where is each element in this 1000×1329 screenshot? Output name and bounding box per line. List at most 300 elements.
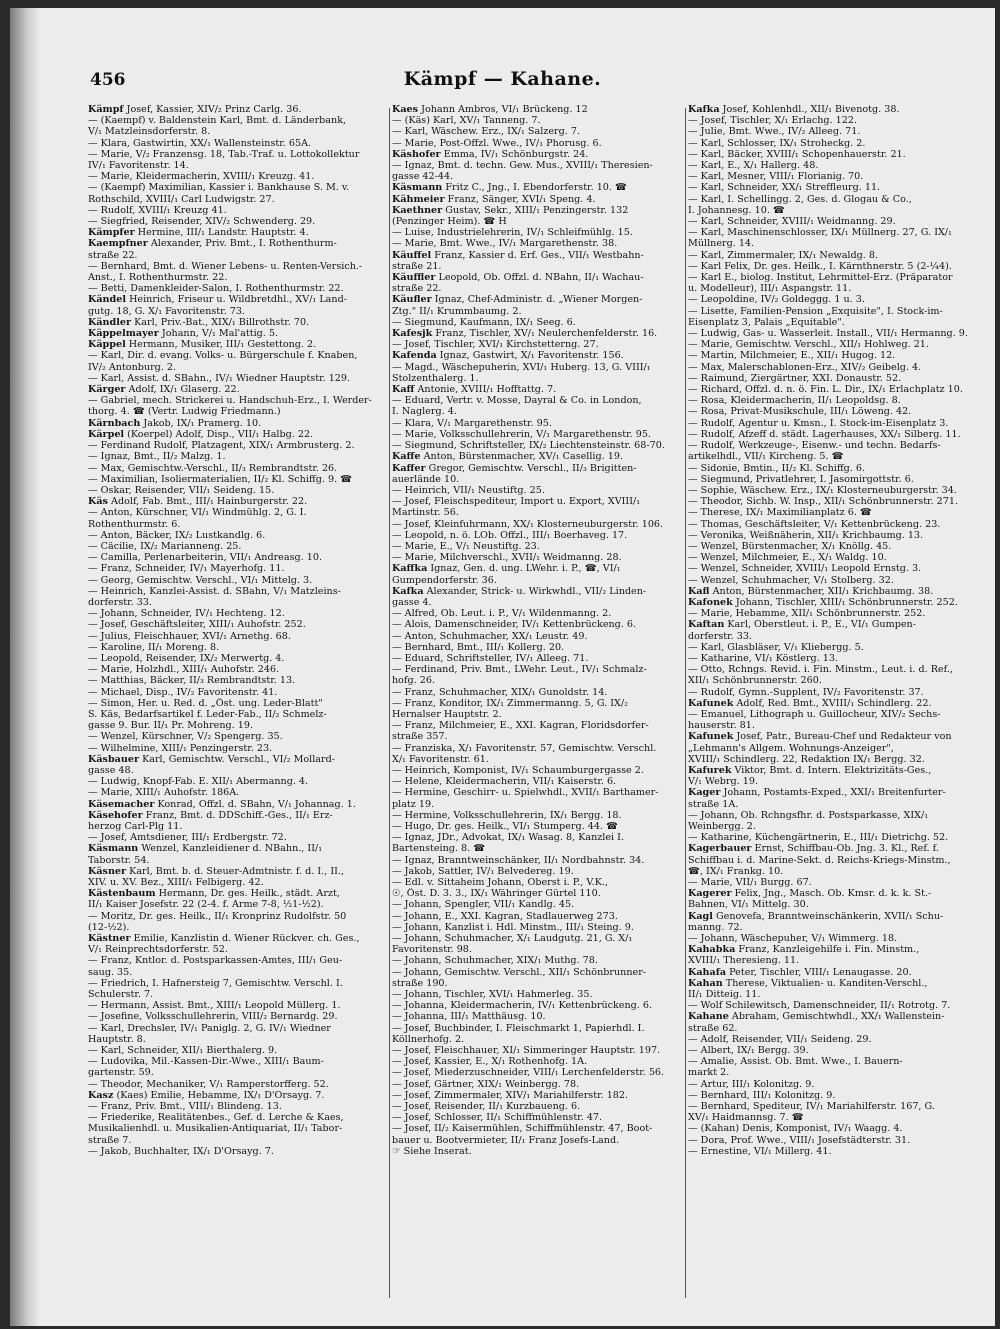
entry-surname: — bbox=[88, 451, 98, 463]
entry-surname: — bbox=[392, 697, 402, 709]
entry-surname: — bbox=[688, 540, 698, 552]
directory-entry bbox=[88, 675, 386, 686]
entry-surname: — bbox=[392, 238, 402, 250]
entry-text: Johann, Postamts-Exped., XXI/₁ Breitenfurter- bbox=[723, 787, 946, 799]
directory-entry bbox=[88, 765, 386, 776]
directory-entry bbox=[688, 1112, 984, 1123]
entry-text: Rosa, Privat-Musikschule, III/₁ Löweng. 42. bbox=[700, 406, 912, 418]
entry-surname: — bbox=[392, 787, 402, 799]
directory-entry bbox=[88, 261, 386, 272]
entry-surname: — bbox=[688, 272, 698, 284]
entry-text: straße 1A. bbox=[688, 798, 739, 810]
entry-text: Karl, I. Schellingg. 2, Ges. d. Glogau & Co., bbox=[700, 193, 912, 205]
directory-entry bbox=[392, 821, 682, 832]
directory-entry-head bbox=[688, 1011, 984, 1022]
directory-entry bbox=[88, 989, 386, 1000]
directory-entry bbox=[88, 1023, 386, 1034]
entry-text: Marie, VII/₁ Burgg. 67. bbox=[700, 877, 812, 889]
entry-text: Josef, Schlosser, II/₁ Schiffmühlenstr. 47. bbox=[404, 1112, 603, 1124]
entry-surname: — bbox=[688, 1123, 698, 1135]
entry-text: Veronika, Weißnäherin, XII/₁ Krichbaumg. 13. bbox=[700, 529, 924, 541]
entry-surname: — bbox=[688, 664, 698, 676]
entry-surname: — bbox=[88, 630, 98, 642]
directory-entry-head bbox=[688, 586, 984, 597]
entry-surname: — bbox=[88, 910, 98, 922]
entry-text: Johann Ambros, VI/₁ Brückeng. 12 bbox=[421, 104, 588, 115]
entry-surname: — bbox=[392, 854, 402, 866]
entry-surname: — bbox=[688, 574, 698, 586]
entry-text: Jakob, IX/₁ Pramerg. 10. bbox=[143, 417, 262, 429]
entry-surname: — bbox=[392, 989, 402, 1001]
directory-entry bbox=[392, 832, 682, 843]
entry-surname: — bbox=[392, 1123, 402, 1135]
entry-surname: — bbox=[688, 249, 698, 261]
entry-text: Martinstr. 56. bbox=[392, 507, 459, 519]
entry-surname: — bbox=[392, 428, 402, 440]
entry-text: Katharine, VI/₁ Köstlerg. 13. bbox=[700, 652, 839, 664]
entry-surname: Käppel bbox=[88, 339, 126, 351]
entry-text: Johann, E., XXI. Kagran, Stadlauerweg 273. bbox=[404, 910, 618, 922]
entry-surname: — bbox=[392, 1112, 402, 1124]
entry-surname: — bbox=[688, 260, 698, 272]
entry-text: Franz, Milchmeier, E., XXI. Kagran, Floridsdorfer- bbox=[404, 720, 649, 732]
entry-surname: Kaempfner bbox=[88, 238, 148, 250]
directory-entry bbox=[392, 799, 682, 810]
entry-surname: Kändler bbox=[88, 316, 132, 328]
directory-entry bbox=[392, 474, 682, 485]
entry-text: gasse 42-44. bbox=[392, 171, 454, 183]
entry-surname: Kafenda bbox=[392, 350, 437, 362]
directory-entry bbox=[88, 631, 386, 642]
entry-text: Rothenthurmstr. 6. bbox=[88, 518, 181, 530]
entry-text: Siehe Inserat. bbox=[403, 1145, 472, 1157]
directory-entry-head bbox=[392, 272, 682, 283]
directory-entry bbox=[688, 608, 984, 619]
entry-surname: — bbox=[88, 731, 98, 743]
entry-surname: — bbox=[392, 518, 402, 530]
entry-surname: — bbox=[392, 921, 402, 933]
directory-entry bbox=[392, 227, 682, 238]
entry-text: Johann, Wäschepuher, V/₁ Wimmerg. 18. bbox=[700, 933, 898, 945]
entry-text: Wenzel, Kanzleidiener d. NBahn., II/₁ bbox=[141, 843, 323, 855]
directory-entry bbox=[88, 451, 386, 462]
entry-text: IV/₁ Favoritenstr. 14. bbox=[88, 160, 189, 172]
directory-entry bbox=[392, 1123, 682, 1134]
directory-entry-head bbox=[392, 451, 682, 462]
entry-surname: — bbox=[392, 910, 402, 922]
directory-entry bbox=[392, 642, 682, 653]
entry-surname: — bbox=[88, 182, 98, 194]
entry-surname: Kafl bbox=[688, 585, 710, 597]
entry-text: Eisenplatz 3, Palais „Equitable". bbox=[688, 316, 845, 328]
directory-entry-head bbox=[88, 1090, 386, 1101]
entry-text: platz 19. bbox=[392, 798, 435, 810]
directory-entry bbox=[392, 160, 682, 171]
entry-text: Karl, Drechsler, IV/₁ Paniglg. 2, G. IV/₁ Wiedner bbox=[100, 1022, 331, 1034]
entry-text: Wenzel, Bürstenmacher, X/₁ Knöllg. 45. bbox=[700, 540, 892, 552]
directory-entry bbox=[88, 1034, 386, 1045]
entry-surname: — bbox=[688, 1078, 698, 1090]
entry-text: Richard, Offzl. d. n. ö. Fin. L. Dir., IX/₁ Erlachplatz 10. bbox=[700, 384, 963, 396]
entry-text: hauserstr. 81. bbox=[688, 720, 755, 732]
directory-entry bbox=[88, 709, 386, 720]
entry-text: Rudolf, Gymn.-Supplent, IV/₂ Favoritenstr. 37. bbox=[700, 686, 924, 698]
entry-text: Fritz C., Jng., I. Ebendorferstr. 10. ☎ bbox=[445, 182, 627, 194]
entry-surname: — bbox=[88, 832, 98, 844]
entry-text: Max, Malerschablonen-Erz., XIV/₂ Geibelg. 4. bbox=[700, 361, 922, 373]
entry-text: Gabriel, mech. Strickerei u. Handschuh-Erz., I. Werder- bbox=[100, 395, 372, 407]
entry-surname: — bbox=[688, 518, 698, 530]
entry-text: Josef, Zimmermaler, XIV/₁ Mariahilferstr. 182. bbox=[404, 1089, 629, 1101]
directory-entry bbox=[88, 362, 386, 373]
entry-text: Johann, Schneider, IV/₁ Hechteng. 12. bbox=[100, 608, 285, 620]
directory-entry bbox=[88, 1000, 386, 1011]
entry-surname: Käsner bbox=[88, 865, 127, 877]
entry-surname: Kästenbaum bbox=[88, 888, 156, 900]
directory-entry bbox=[688, 563, 984, 574]
directory-entry bbox=[88, 1146, 386, 1157]
entry-surname: — bbox=[88, 1145, 98, 1157]
entry-text: Anton, Kürschner, VI/₁ Windmühlg. 2, G. I. bbox=[100, 507, 307, 519]
entry-surname: Kahabka bbox=[688, 944, 736, 956]
entry-surname: Kafka bbox=[688, 104, 720, 115]
directory-entry bbox=[88, 306, 386, 317]
entry-text: Wenzel, Milchmeier, E., X/₁ Waldg. 10. bbox=[700, 552, 887, 564]
entry-surname: — bbox=[392, 776, 402, 788]
entry-text: straße 357. bbox=[392, 731, 448, 743]
entry-text: Otto, Rchngs. Revid. i. Fin. Minstm., Leut. i. d. Ref., bbox=[700, 664, 953, 676]
entry-text: Heinrich, Komponist, IV/₁ Schaumburgergasse 2. bbox=[404, 764, 644, 776]
directory-entry bbox=[392, 754, 682, 765]
entry-text: (Koerpel) Adolf, Disp., VII/₁ Halbg. 22. bbox=[127, 428, 314, 440]
entry-surname: — bbox=[688, 686, 698, 698]
entry-text: Johanna, III/₁ Matthäusg. 10. bbox=[404, 1011, 546, 1023]
entry-surname: Käshofer bbox=[392, 148, 441, 160]
directory-entry bbox=[688, 866, 984, 877]
entry-surname: Käufler bbox=[392, 294, 432, 306]
entry-text: Anton, Bäcker, IX/₂ Lustkandlg. 6. bbox=[100, 529, 266, 541]
entry-surname: — bbox=[88, 372, 98, 384]
entry-surname: Kaethner bbox=[392, 204, 443, 216]
directory-entry-head bbox=[392, 182, 682, 193]
entry-surname: Kaff bbox=[392, 384, 415, 396]
directory-entry bbox=[688, 283, 984, 294]
directory-entry bbox=[88, 126, 386, 137]
directory-entry bbox=[688, 955, 984, 966]
directory-entry bbox=[392, 406, 682, 417]
entry-surname: — bbox=[688, 507, 698, 519]
entry-text: Magd., Wäschepuherin, XVI/₁ Huberg. 13, G. VIII/₁ bbox=[404, 361, 651, 373]
entry-text: Julius, Fleischhauer, XVI/₁ Arnethg. 68. bbox=[100, 630, 291, 642]
entry-surname: Kagerer bbox=[688, 888, 732, 900]
directory-entry bbox=[392, 664, 682, 675]
directory-entry bbox=[392, 709, 682, 720]
directory-entry-head bbox=[88, 843, 386, 854]
entry-text: Gregor, Gemischtw. Verschl., II/₃ Brigitten- bbox=[428, 462, 637, 474]
directory-entry bbox=[688, 933, 984, 944]
entry-text: Hugo, Dr. ges. Heilk., VI/₁ Stumperg. 44. ☎ bbox=[404, 821, 618, 832]
entry-surname: Kafonek bbox=[688, 596, 733, 608]
directory-entry-head bbox=[88, 317, 386, 328]
directory-entry bbox=[88, 653, 386, 664]
entry-surname: — bbox=[688, 563, 698, 575]
entry-text: Josef, Buchbinder, I. Fleischmarkt 1, Papierhdl. I. bbox=[404, 1022, 645, 1034]
directory-entry-head bbox=[392, 205, 682, 216]
entry-text: Eduard, Schriftsteller, IV/₁ Alleeg. 71. bbox=[404, 652, 589, 664]
entry-surname: — bbox=[392, 966, 402, 978]
directory-entry bbox=[88, 597, 386, 608]
directory-entry-head bbox=[392, 463, 682, 474]
entry-text: Leopoldine, IV/₂ Goldeggg. 1 u. 3. bbox=[700, 294, 865, 306]
entry-surname: Kagl bbox=[688, 910, 713, 922]
entry-surname: — bbox=[392, 160, 402, 172]
entry-text: Karl, Schlosser, IX/₁ Stroheckg. 2. bbox=[700, 137, 866, 149]
directory-entry bbox=[392, 126, 682, 137]
directory-entry bbox=[392, 608, 682, 619]
directory-entry bbox=[688, 317, 984, 328]
entry-text: Konrad, Offzl. d. SBahn, V/₁ Johannag. 1. bbox=[157, 798, 356, 810]
entry-text: XVIII/₁ Theresieng. 11. bbox=[688, 955, 800, 967]
entry-text: straße 22. bbox=[88, 249, 138, 261]
entry-text: Franz, Kntlor. d. Postsparkassen-Amtes, III/₁ Geu- bbox=[100, 955, 343, 967]
directory-entry bbox=[688, 362, 984, 373]
entry-surname: Kästner bbox=[88, 933, 131, 945]
directory-entry bbox=[688, 1056, 984, 1067]
entry-text: Karl, Glasbläser, V/₁ Kliebergg. 5. bbox=[700, 641, 864, 653]
entry-text: Adolf, Red. Bmt., XVIII/₁ Schindlerg. 22. bbox=[736, 697, 932, 709]
entry-surname: Kämpf bbox=[88, 104, 124, 115]
directory-entry bbox=[88, 350, 386, 361]
directory-entry bbox=[392, 1056, 682, 1067]
entry-surname: — bbox=[688, 126, 698, 138]
directory-entry bbox=[88, 608, 386, 619]
entry-text: gasse 4. bbox=[392, 596, 432, 608]
directory-entry bbox=[688, 115, 984, 126]
entry-surname: Kahafa bbox=[688, 966, 727, 978]
directory-entry-head bbox=[88, 496, 386, 507]
entry-surname: — bbox=[88, 350, 98, 362]
entry-surname: Kaffer bbox=[392, 462, 426, 474]
entry-text: Hermine, III/₁ Landstr. Hauptstr. 4. bbox=[137, 227, 309, 239]
entry-surname: — bbox=[88, 1011, 98, 1023]
directory-entry bbox=[392, 1090, 682, 1101]
directory-entry bbox=[392, 967, 682, 978]
directory-entry bbox=[88, 1079, 386, 1090]
entry-text: Karl E., biolog. Institut, Lehrmittel-Erz. (Präparator bbox=[700, 272, 953, 284]
directory-entry bbox=[392, 776, 682, 787]
entry-surname: — bbox=[392, 440, 402, 452]
entry-surname: — bbox=[688, 1000, 698, 1012]
directory-entry bbox=[688, 519, 984, 530]
entry-text: Ignaz, Gen. d. ung. LWehr. i. P., ☎, VI/₁ bbox=[430, 563, 621, 575]
entry-text: XII/₁ Schönbrunnerstr. 260. bbox=[688, 675, 822, 687]
entry-surname: — bbox=[392, 1011, 402, 1023]
entry-text: Klara, V/₁ Margarethenstr. 95. bbox=[404, 417, 552, 429]
entry-text: Genovefa, Branntweinschänkerin, XVII/₁ Schu- bbox=[715, 910, 944, 922]
entry-surname: — bbox=[88, 1022, 98, 1034]
directory-entry bbox=[392, 1067, 682, 1078]
entry-text: ☎, IX/₁ Frankg. 10. bbox=[688, 865, 784, 877]
directory-entry-head bbox=[688, 911, 984, 922]
directory-entry-head bbox=[88, 104, 386, 115]
entry-text: u. Modelleur), III/₁ Aspangstr. 11. bbox=[688, 283, 852, 295]
directory-entry bbox=[688, 754, 984, 765]
directory-entry-head bbox=[688, 765, 984, 776]
entry-surname: Käsmann bbox=[88, 843, 139, 855]
entry-text: Bernhard, Bmt., III/₁ Kollerg. 20. bbox=[404, 641, 565, 653]
entry-text: I. Johannesg. 10. ☎ bbox=[688, 204, 785, 216]
entry-text: Karl, Schneider, XVIII/₁ Weidmanng. 29. bbox=[700, 216, 896, 228]
entry-text: Georg, Gemischtw. Verschl., VI/₁ Mittelg. 3. bbox=[100, 574, 313, 586]
entry-surname: Kärpel bbox=[88, 428, 125, 440]
entry-text: Hermann, Musiker, III/₁ Gestettong. 2. bbox=[128, 339, 317, 351]
entry-surname: Käsemacher bbox=[88, 798, 155, 810]
entry-text: straße 21. bbox=[392, 260, 442, 272]
entry-surname: — bbox=[392, 126, 402, 138]
entry-surname: — bbox=[88, 484, 98, 496]
directory-entry bbox=[688, 216, 984, 227]
entry-text: Karl, E., X/₁ Hallerg. 48. bbox=[700, 160, 819, 172]
entry-surname: — bbox=[88, 619, 98, 631]
directory-entry bbox=[688, 294, 984, 305]
directory-entry bbox=[688, 149, 984, 160]
entry-surname: — bbox=[688, 339, 698, 351]
entry-surname: — bbox=[392, 877, 402, 889]
directory-entry bbox=[688, 552, 984, 563]
entry-text: Ignaz, Gastwirt, X/₁ Favoritenstr. 156. bbox=[439, 350, 624, 362]
directory-column-2 bbox=[392, 104, 682, 1304]
directory-entry bbox=[688, 821, 984, 832]
directory-entry bbox=[88, 530, 386, 541]
entry-surname: — bbox=[88, 977, 98, 989]
directory-entry-head bbox=[688, 619, 984, 630]
entry-surname: — bbox=[392, 395, 402, 407]
entry-surname: — bbox=[688, 115, 698, 127]
directory-entry bbox=[392, 1045, 682, 1056]
entry-surname: — bbox=[88, 574, 98, 586]
directory-entry bbox=[688, 855, 984, 866]
entry-text: artikelhdl., VII/₁ Kircheng. 5. ☎ bbox=[688, 451, 844, 463]
directory-entry bbox=[392, 418, 682, 429]
entry-surname: — bbox=[392, 619, 402, 631]
entry-text: Wilhelmine, XIII/₁ Penzingerstr. 23. bbox=[100, 742, 273, 754]
entry-text: Rudolf, Afzeff d. städt. Lagerhauses, XX/₁ Silberg. 11. bbox=[700, 428, 961, 440]
entry-text: Ignaz, Chef-Administr. d. „Wiener Morgen- bbox=[434, 294, 643, 306]
directory-entry bbox=[688, 1067, 984, 1078]
directory-entry bbox=[688, 250, 984, 261]
directory-entry bbox=[88, 485, 386, 496]
entry-text: Stolzenthalerg. 1. bbox=[392, 372, 479, 384]
entry-surname: — bbox=[688, 372, 698, 384]
directory-entry bbox=[688, 664, 984, 675]
entry-text: manng. 72. bbox=[688, 921, 743, 933]
entry-text: Wenzel, Schuhmacher, V/₁ Stolberg. 32. bbox=[700, 574, 894, 586]
entry-surname: Kahan bbox=[688, 977, 723, 989]
entry-text: II/₁ Kaiser Josefstr. 22 (2-4. f. Arme 7-8, ½1-½2). bbox=[88, 899, 324, 911]
directory-entry bbox=[688, 496, 984, 507]
directory-entry-head bbox=[88, 238, 386, 249]
entry-text: Taborstr. 54. bbox=[88, 854, 150, 866]
entry-text: Abraham, Gemischtwhdl., XX/₁ Wallenstein- bbox=[731, 1011, 945, 1023]
directory-entry bbox=[88, 1011, 386, 1022]
directory-entry bbox=[88, 138, 386, 149]
entry-surname: — bbox=[688, 552, 698, 564]
directory-entry bbox=[88, 1056, 386, 1067]
directory-entry bbox=[688, 530, 984, 541]
entry-text: Raimund, Ziergärtner, XXI. Donaustr. 52. bbox=[700, 372, 902, 384]
entry-surname: — bbox=[688, 496, 698, 508]
entry-surname: Kärnbach bbox=[88, 417, 141, 429]
entry-surname: — bbox=[392, 1089, 402, 1101]
entry-text: Heinrich, VII/₁ Neustiftg. 25. bbox=[404, 484, 545, 496]
directory-entry bbox=[88, 586, 386, 597]
directory-entry bbox=[688, 922, 984, 933]
entry-surname: — bbox=[392, 137, 402, 149]
directory-entry bbox=[392, 552, 682, 563]
entry-text: XIV. u. XV. Bez., XIII/₁ Felbigerg. 42. bbox=[88, 877, 264, 889]
running-head: Kämpf — Kahane. bbox=[403, 68, 602, 90]
entry-surname: — bbox=[88, 395, 98, 407]
entry-surname: Kasz bbox=[88, 1089, 114, 1101]
entry-text: Josef, Gärtner, XIX/₁ Weinbergg. 78. bbox=[404, 1078, 580, 1090]
entry-surname: — bbox=[88, 787, 98, 799]
entry-text: Ludwig, Gas- u. Wasserleit. Install., VII/₁ Hermanng. 9. bbox=[700, 328, 968, 340]
entry-text: Johann, Tischler, XIII/₁ Schönbrunnerstr. 252. bbox=[735, 596, 958, 608]
entry-surname: — bbox=[688, 462, 698, 474]
entry-surname: — bbox=[392, 552, 402, 564]
directory-entry bbox=[688, 272, 984, 283]
entry-text: Ztg." II/₁ Krummbaumg. 2. bbox=[392, 305, 522, 317]
directory-entry bbox=[392, 440, 682, 451]
entry-text: Max, Gemischtw.-Verschl., II/₃ Rembrandtstr. 26. bbox=[100, 462, 338, 474]
entry-text: Ignaz, Branntweinschänker, II/₁ Nordbahnstr. 34. bbox=[404, 854, 645, 866]
entry-text: Josef, Tischler, X/₁ Erlachg. 122. bbox=[700, 115, 857, 127]
entry-text: Marie, E., V/₁ Neustiftg. 23. bbox=[404, 540, 540, 552]
entry-text: Wolf Schilewitsch, Damenschneider, II/₁ Rotrotg. 7. bbox=[700, 1000, 951, 1012]
directory-entry bbox=[88, 182, 386, 193]
entry-text: herzog Carl-Plg 11. bbox=[88, 821, 183, 832]
directory-entry bbox=[392, 171, 682, 182]
entry-text: (Kaempf) v. Baldenstein Karl, Bmt. d. Länderbank, bbox=[100, 115, 347, 127]
entry-text: Luise, Industrielehrerin, IV/₁ Schleifmühlg. 15. bbox=[404, 227, 633, 239]
directory-entry bbox=[688, 328, 984, 339]
entry-surname: — bbox=[88, 1101, 98, 1113]
directory-entry bbox=[392, 978, 682, 989]
directory-entry-head bbox=[88, 384, 386, 395]
entry-surname: — bbox=[88, 529, 98, 541]
entry-text: Köllnerhofg. 2. bbox=[392, 1033, 465, 1045]
directory-entry bbox=[88, 899, 386, 910]
entry-text: Marie, Volksschullehrerin, V/₁ Margarethenstr. 95. bbox=[404, 428, 651, 440]
directory-entry bbox=[392, 373, 682, 384]
entry-text: Musikalienhdl. u. Musikalien-Antiquariat, II/₁ Tabor- bbox=[88, 1123, 343, 1135]
entry-text: Klara, Gastwirtin, XX/₁ Wallensteinstr. 65A. bbox=[100, 137, 312, 149]
entry-surname: — bbox=[392, 641, 402, 653]
entry-text: Bernhard, Bmt. d. Wiener Lebens- u. Renten-Versich.- bbox=[100, 260, 363, 272]
directory-entry bbox=[688, 227, 984, 238]
entry-text: Julie, Bmt. Wwe., IV/₂ Alleeg. 71. bbox=[700, 126, 861, 138]
entry-text: Josef, Miederzuschneider, VIII/₁ Lerchenfelderstr. 56. bbox=[404, 1067, 665, 1079]
entry-text: Josef, II/₂ Kaisermühlen, Schiffmühlenstr. 47, Boot- bbox=[404, 1123, 653, 1135]
directory-entry bbox=[392, 631, 682, 642]
directory-entry bbox=[88, 619, 386, 630]
entry-surname: — bbox=[88, 955, 98, 967]
directory-entry bbox=[392, 698, 682, 709]
directory-entry bbox=[88, 1123, 386, 1134]
entry-surname: — bbox=[88, 540, 98, 552]
directory-entry bbox=[392, 138, 682, 149]
directory-entry bbox=[688, 631, 984, 642]
